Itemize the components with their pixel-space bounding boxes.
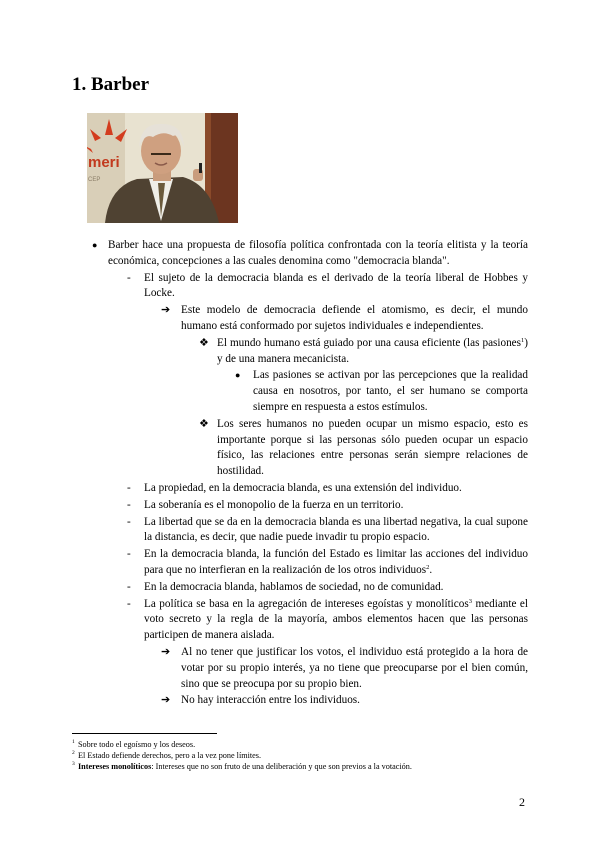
diamond-icon: ❖ [199, 417, 210, 430]
arrow-item [161, 303, 528, 335]
dash-marker: - [127, 580, 131, 593]
dash-marker: - [127, 481, 131, 494]
diamond-icon: ❖ [199, 336, 210, 349]
footnote: 2 El Estado defiende derechos, pero a la vez pone límites. [72, 750, 262, 761]
footnote-separator [72, 733, 217, 734]
diamond-item [199, 336, 528, 368]
bullet-item [92, 238, 528, 270]
dash-item [127, 547, 528, 579]
paragraph-text: La política se basa en la agregación de intereses egoístas y monolíticos [144, 597, 469, 610]
paragraph-text: ) y de una manera mecanicista. [217, 336, 528, 365]
dash-marker: - [127, 597, 131, 610]
footnotes [72, 739, 412, 773]
document-body [0, 238, 600, 710]
arrow-item [161, 645, 528, 692]
dash-marker: - [127, 271, 131, 284]
paragraph-text: No hay interacción entre los individuos. [181, 694, 360, 707]
svg-text:meri: meri [88, 154, 120, 171]
footnote-ref: 1 [521, 336, 525, 344]
diamond-item [199, 417, 528, 480]
arrow-icon: ➔ [161, 645, 171, 658]
paragraph-text: La soberanía es el monopolio de la fuerza en un territorio. [144, 498, 404, 511]
footnote-text: : Intereses que no son fruto de una deliberación y que son previos a la votación. [151, 762, 412, 772]
paragraph-text: Al no tener que justificar los votos, el individuo está protegido a la hora de votar por su propio interés, ya no tiene que preocuparse por el bien común, sino que se preocupa por su propio bien. [181, 645, 528, 690]
speaker-photo-image [87, 113, 238, 223]
footnote: 3 Intereses monolíticos: Intereses que no son fruto de una deliberación y que son previos a la votación. [72, 761, 412, 772]
footnote-text: El Estado defiende derechos, pero a la vez pone límites. [78, 751, 262, 761]
speaker-photo [87, 113, 238, 223]
dash-item [127, 515, 528, 547]
paragraph-text: Las pasiones se activan por las percepciones que la realidad causa en nosotros, por tanto, el ser humano se comporta siempre en respuesta a estos estímulos. [253, 369, 528, 413]
footnote-text: Sobre todo el egoísmo y los deseos. [78, 740, 196, 749]
paragraph-text: En la democracia blanda, la función del Estado es limitar las acciones del individuo para que no interfieran en la realización de los otros individuos [144, 548, 528, 576]
paragraph-text: . [429, 563, 433, 576]
footnote-ref: 2 [426, 563, 430, 571]
footnote: 1 Sobre todo el egoísmo y los deseos. [72, 739, 196, 749]
paragraph-text: En la democracia blanda, hablamos de sociedad, no de comunidad. [144, 580, 444, 593]
dash-item [127, 597, 529, 644]
dash-item [127, 580, 528, 596]
paragraph-text: Los seres humanos no pueden ocupar un mismo espacio, esto es importante porque si las personas sólo pueden ocupar un espacio físico, las relaciones entre personas serán siempre relaciones de hostilidad. [217, 417, 528, 478]
dash-item [127, 498, 528, 514]
arrow-icon: ➔ [161, 694, 171, 707]
arrow-icon: ➔ [161, 304, 171, 317]
arrow-item [161, 693, 528, 709]
bullet-marker: ● [235, 370, 241, 381]
dash-marker: - [127, 498, 131, 511]
bullet-marker: ● [92, 240, 98, 250]
paragraph-text: La propiedad, en la democracia blanda, es una extensión del individuo. [144, 481, 462, 494]
section-title: 1. Barber [72, 74, 150, 95]
paragraph-text: Este modelo de democracia defiende el atomismo, es decir, el mundo humano está conformado por sujetos individuales e independientes. [181, 304, 528, 332]
footnote-term: Intereses monolíticos [78, 762, 152, 772]
svg-text:CEP: CEP [88, 177, 101, 183]
dash-item [127, 481, 528, 497]
dash-item [127, 271, 528, 303]
dash-marker: - [127, 515, 131, 528]
page-number: 2 [519, 795, 525, 809]
paragraph-text: mediante el voto secreto y la regla de la mayoría, ambos elementos hacen que las personas participen de manera aislada. [144, 597, 529, 642]
paragraph-text: El mundo humano está guiado por una causa eficiente (las pasiones [217, 336, 522, 349]
bullet-item [235, 368, 528, 415]
dash-marker: - [127, 548, 131, 561]
footnote-ref: 3 [468, 597, 472, 605]
paragraph-text: El sujeto de la democracia blanda es el derivado de la teoría liberal de Hobbes y Locke. [144, 271, 528, 300]
paragraph-text: Barber hace una propuesta de filosofía política confrontada con la teoría elitista y la teoría económica, concepciones a las cuales denomina como "democracia blanda". [108, 239, 528, 267]
paragraph-text: La libertad que se da en la democracia blanda es una libertad negativa, la cual supone la distancia, es decir, que nadie puede invadir tu propio espacio. [144, 515, 528, 544]
